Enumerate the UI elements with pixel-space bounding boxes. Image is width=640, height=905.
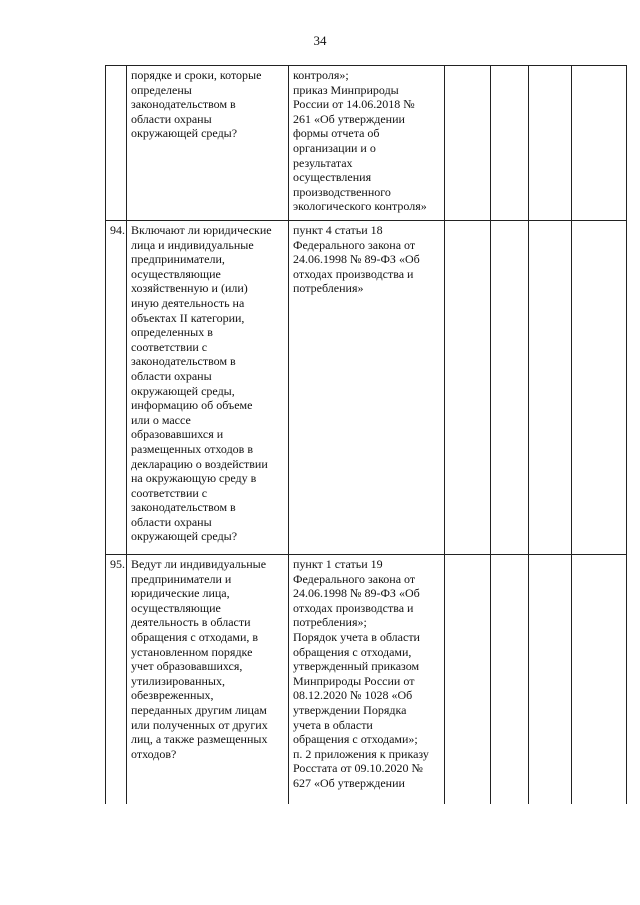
table-row bbox=[106, 66, 627, 221]
row-number bbox=[106, 66, 127, 221]
answer-cell-yes[interactable] bbox=[445, 66, 491, 221]
requirement-question: Ведут ли индивидуальные предприниматели и юридические лица, осуществляющие деятельность в области обращения с отходами, в установленном порядке учет образовавшихся, утилизированных, обезвреженных, переданных другим лицам или полученных от других лиц, а также размещенных отходов? bbox=[127, 555, 289, 805]
legal-reference: пункт 1 статьи 19 Федерального закона от 24.06.1998 № 89-ФЗ «Об отходах производства и потребления»; Порядок учета в области обращения с отходами, утвержденный приказом Минприроды России от 08.12.2020 № 1028 «Об утверждении Порядка учета в области обращения с отходами»; п. 2 приложения к приказу Росстата от 09.10.2020 № 627 «Об утверждении bbox=[289, 555, 445, 805]
legal-reference: пункт 4 статьи 18 Федерального закона от 24.06.1998 № 89-ФЗ «Об отходах производства и потребления» bbox=[289, 221, 445, 555]
answer-cell-yes[interactable] bbox=[445, 221, 491, 555]
answer-cell-yes[interactable] bbox=[445, 555, 491, 805]
note-cell[interactable] bbox=[572, 555, 627, 805]
table-row bbox=[106, 221, 627, 555]
note-cell[interactable] bbox=[572, 221, 627, 555]
checklist-table bbox=[105, 65, 627, 804]
table-row bbox=[106, 555, 627, 805]
answer-cell-no[interactable] bbox=[491, 555, 529, 805]
answer-cell-no[interactable] bbox=[491, 221, 529, 555]
answer-cell-na[interactable] bbox=[529, 555, 572, 805]
row-number: 94. bbox=[106, 221, 127, 555]
answer-cell-na[interactable] bbox=[529, 221, 572, 555]
requirement-question: Включают ли юридические лица и индивидуальные предприниматели, осуществляющие хозяйственную и (или) иную деятельность на объектах II категории, определенных в соответствии с законодательством в области охраны окружающей среды, информацию об объеме или о массе образовавшихся и размещенных отходов в декларацию о воздействии на окружающую среду в соответствии с законодательством в области охраны окружающей среды? bbox=[127, 221, 289, 555]
answer-cell-na[interactable] bbox=[529, 66, 572, 221]
page-number: 34 bbox=[313, 33, 327, 48]
answer-cell-no[interactable] bbox=[491, 66, 529, 221]
requirement-question: порядке и сроки, которые определены законодательством в области охраны окружающей среды? bbox=[127, 66, 289, 221]
legal-reference: контроля»; приказ Минприроды России от 14.06.2018 № 261 «Об утверждении формы отчета об организации и о результатах осуществления производственного экологического контроля» bbox=[289, 66, 445, 221]
row-number: 95. bbox=[106, 555, 127, 805]
note-cell[interactable] bbox=[572, 66, 627, 221]
